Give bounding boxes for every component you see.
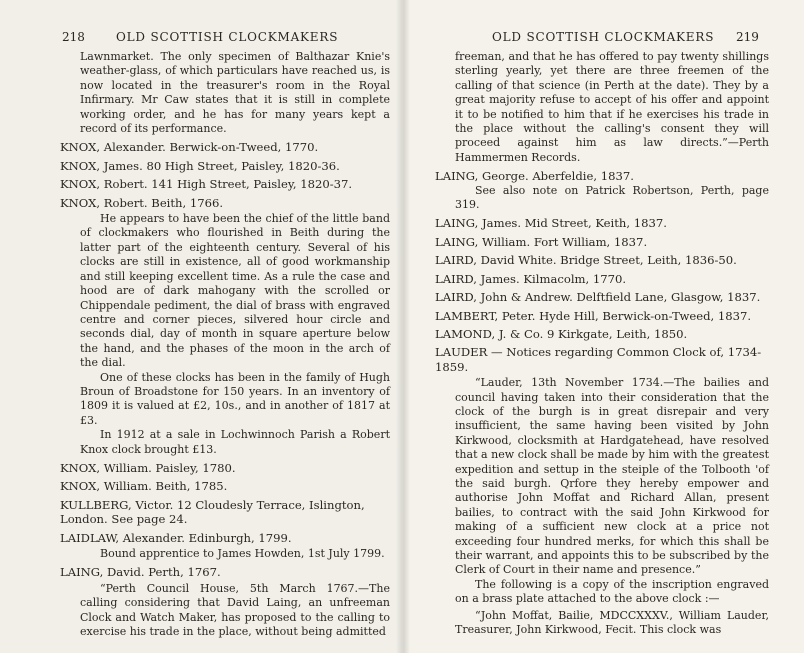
page-number: 218 — [62, 30, 85, 44]
page-body — [60, 50, 390, 639]
entry-heading: KNOX, Robert. Beith, 1766. — [60, 195, 224, 210]
entry-heading: LAING, William. Fort William, 1837. — [435, 234, 648, 249]
entry-heading: KNOX, Robert. 141 High Street, Paisley, 1820-37. — [60, 177, 353, 192]
paragraph: See also note on Patrick Robertson, Perth, page 319. — [455, 183, 769, 212]
entry-heading: KNOX, William. Paisley, 1780. — [60, 460, 236, 475]
entry-heading: LAUDER — Notices regarding Common Clock of, 1734-1859. — [435, 345, 762, 374]
entry-heading: KNOX, William. Beith, 1785. — [60, 479, 228, 494]
entry-heading: KNOX, James. 80 High Street, Paisley, 1820-36. — [60, 158, 340, 173]
entry-heading: LAING, George. Aberfeldie, 1837. — [435, 169, 634, 184]
entry-heading: LAIDLAW, Alexander. Edinburgh, 1799. — [60, 530, 292, 545]
entry-heading: LAIRD, John & Andrew. Delftfield Lane, Glasgow, 1837. — [435, 290, 761, 305]
right-page — [402, 0, 804, 653]
page-number: 219 — [736, 30, 759, 44]
running-head: OLD SCOTTISH CLOCKMAKERS — [116, 30, 339, 44]
entry-heading: KULLBERG, Victor. 12 Cloudesly Terrace, Islington, London. See page 24. — [60, 497, 365, 527]
entry-heading: LAIRD, David White. Bridge Street, Leith, 1836-50. — [435, 253, 737, 268]
paragraph: One of these clocks has been in the family of Hugh Broun of Broadstone for 150 years. In an inventory of 1809 it is valued at £2, 10s., and in another of 1817 at £3. — [80, 370, 390, 427]
paragraph: “Lauder, 13th November 1734.—The bailies and council having taken into their consideration that the clock of the burgh is in great disrepair and very insufficient, the same having been visited by John Kirkwood, clocksmith at Hardgatehead, have resolved that a new clock shall be made by him with the greatest expedition and settup in the steiple of the Tolbooth 'of the said burgh. Qrfore they hereby empower and authorise John Moffat and Richard Allan, present bailies, to contract with the said John Kirkwood for making of a sufficient new clock at a price not exceeding four hundred merks, for which this shall be their warrant, and appoints this to be subscribed by the Clerk of Court in their name and presence.” — [455, 376, 769, 577]
paragraph: Lawnmarket. The only specimen of Balthazar Knie's weather-glass, of which particulars have reached us, is now located in the treasurer's room in the Royal Infirmary. Mr Caw states that it is still in complete working order, and he has for many years kept a record of its performance. — [80, 50, 390, 136]
page-body — [435, 50, 769, 637]
book-gutter — [396, 0, 410, 653]
paragraph: Bound apprentice to James Howden, 1st July 1799. — [100, 547, 385, 560]
paragraph: freeman, and that he has offered to pay twenty shillings sterling yearly, yet there are three freemen of the calling of that science (in Perth at the date). They by a great majority refuse to accept of his offer and appoint it to be notified to him that if he exercises his trade in the place without the calling's consent they will proceed against him as law directs.”—Perth Hammermen Records. — [455, 50, 769, 164]
paragraph: In 1912 at a sale in Lochwinnoch Parish a Robert Knox clock brought £13. — [80, 428, 390, 456]
paragraph: He appears to have been the chief of the little band of clockmakers who flourished in Beith during the latter part of the eighteenth century. Several of his clocks are still in existence, all of good workmanship and still keeping excellent time. As a rule the case and hood are of dark mahogany with the scrolled or Chippendale pediment, the dial of brass with engraved centre and corner pieces, silvered hour circle and seconds dial, day of month in square aperture below the hand, and the phases of the moon in the arch of the dial. — [80, 212, 390, 370]
paragraph: “Perth Council House, 5th March 1767.—The calling considering that David Laing, an unfreeman Clock and Watch Maker, has proposed to the calling to exercise his trade in the place, without being admitted — [80, 581, 390, 639]
paragraph: “John Moffat, Bailie, MDCCXXXV., William Lauder, Treasurer, John Kirkwood, Fecit. This clock was — [455, 608, 769, 637]
entry-heading: KNOX, Alexander. Berwick-on-Tweed, 1770. — [60, 140, 319, 155]
paragraph: The following is a copy of the inscription engraved on a brass plate attached to the above clock :— — [455, 577, 769, 606]
entry-heading: LAING, James. Mid Street, Keith, 1837. — [435, 216, 667, 231]
running-head: OLD SCOTTISH CLOCKMAKERS — [492, 30, 715, 44]
entry-heading: LAING, David. Perth, 1767. — [60, 565, 221, 580]
entry-heading: LAMBERT, Peter. Hyde Hill, Berwick-on-Tweed, 1837. — [435, 308, 752, 323]
entry-heading: LAMOND, J. & Co. 9 Kirkgate, Leith, 1850. — [435, 326, 688, 341]
entry-heading: LAIRD, James. Kilmacolm, 1770. — [435, 271, 627, 286]
